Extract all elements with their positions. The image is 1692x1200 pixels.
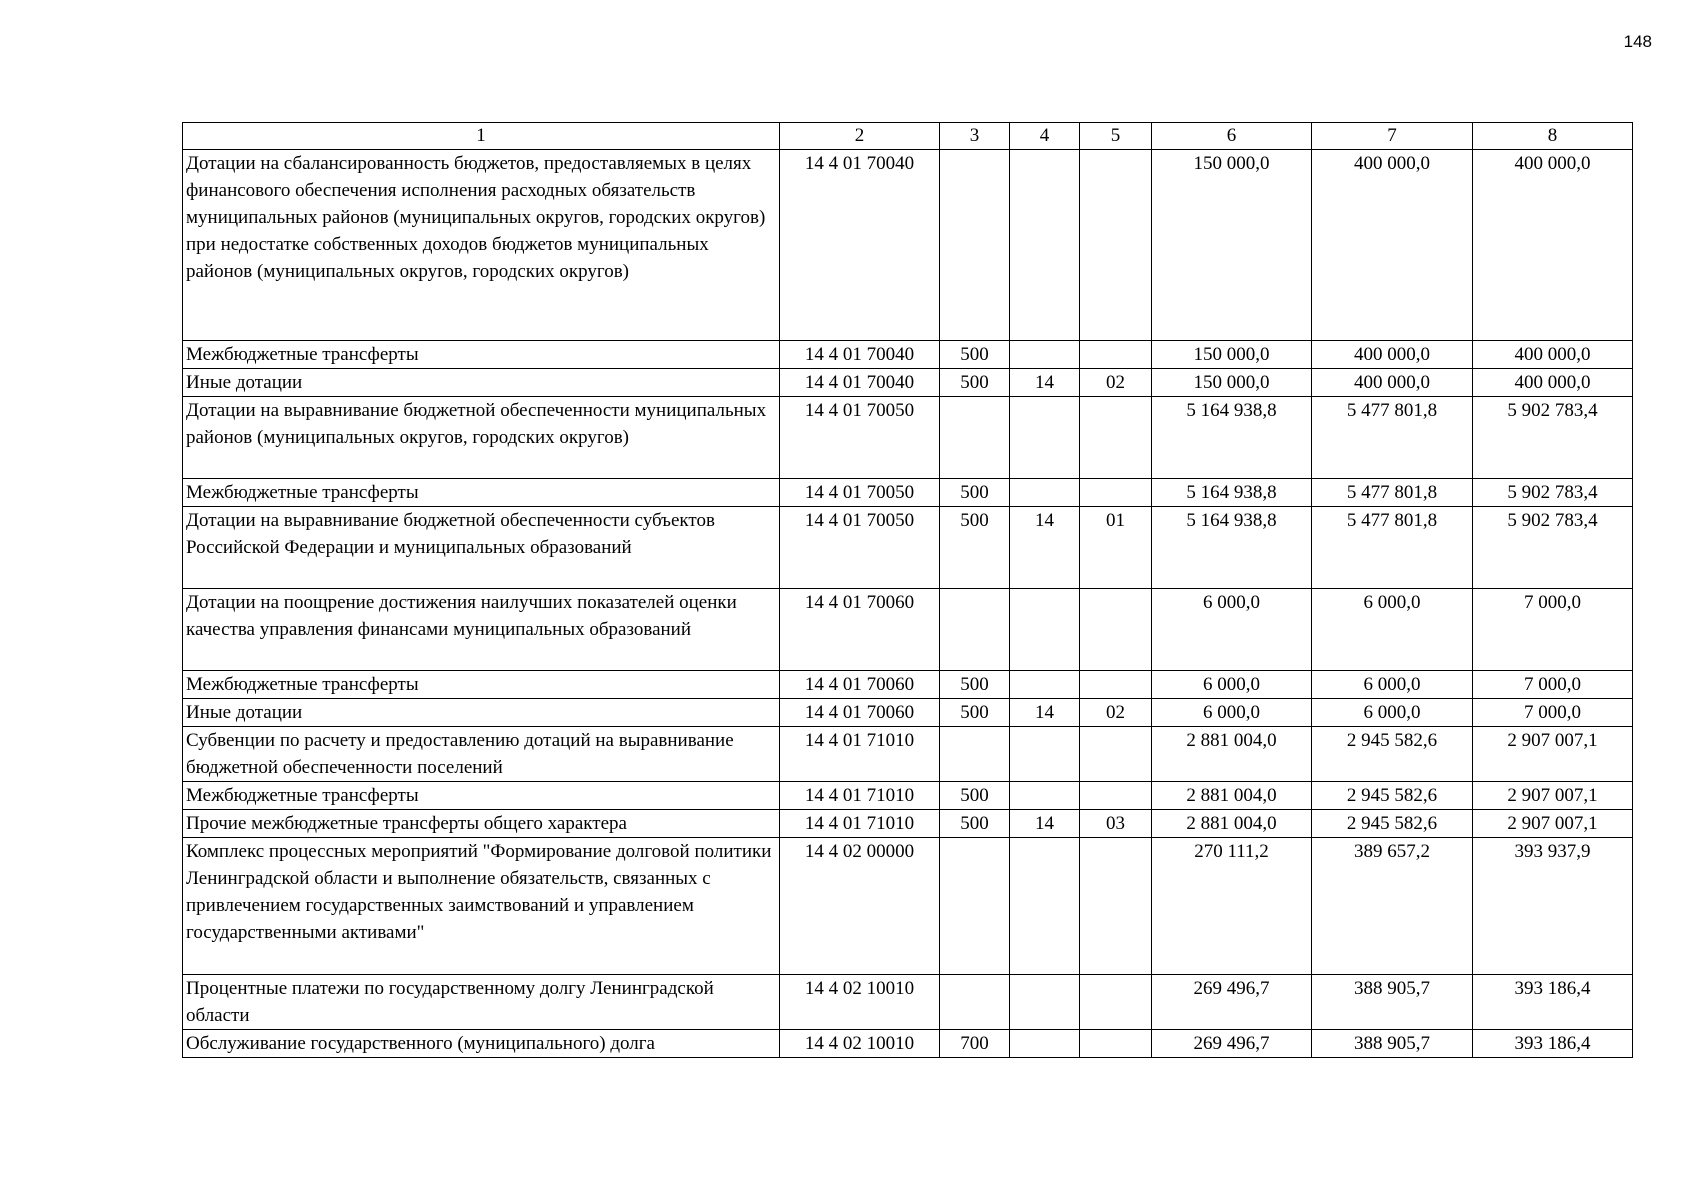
row-col6-cell: 269 496,7 <box>1152 1030 1312 1058</box>
table-row <box>183 975 1633 1030</box>
row-col4-cell: 14 <box>1010 810 1080 838</box>
row-col3-cell: 500 <box>940 369 1010 397</box>
row-col5-cell <box>1080 727 1152 782</box>
row-col8-cell: 7 000,0 <box>1473 671 1633 699</box>
row-col4-cell <box>1010 150 1080 341</box>
row-name-cell: Прочие межбюджетные трансферты общего характера <box>183 810 780 838</box>
table-row <box>183 150 1633 341</box>
row-col8-cell: 5 902 783,4 <box>1473 507 1633 589</box>
row-name-cell: Межбюджетные трансферты <box>183 782 780 810</box>
row-col7-cell: 6 000,0 <box>1312 589 1473 671</box>
row-col5-cell: 01 <box>1080 507 1152 589</box>
row-col8-cell: 2 907 007,1 <box>1473 810 1633 838</box>
table-row <box>183 671 1633 699</box>
row-col6-cell: 6 000,0 <box>1152 589 1312 671</box>
table-row <box>183 810 1633 838</box>
row-col3-cell: 700 <box>940 1030 1010 1058</box>
row-col8-cell: 393 186,4 <box>1473 975 1633 1030</box>
row-col3-cell <box>940 397 1010 479</box>
row-col7-cell: 388 905,7 <box>1312 1030 1473 1058</box>
row-col5-cell <box>1080 589 1152 671</box>
page-number: 148 <box>1623 32 1652 51</box>
row-col8-cell: 7 000,0 <box>1473 589 1633 671</box>
row-col7-cell: 389 657,2 <box>1312 838 1473 975</box>
row-col3-cell: 500 <box>940 782 1010 810</box>
row-col6-cell: 5 164 938,8 <box>1152 507 1312 589</box>
row-code-cell: 14 4 01 71010 <box>780 782 940 810</box>
row-col6-cell: 150 000,0 <box>1152 369 1312 397</box>
row-col7-cell: 5 477 801,8 <box>1312 507 1473 589</box>
row-col3-cell: 500 <box>940 671 1010 699</box>
table-row <box>183 369 1633 397</box>
row-code-cell: 14 4 01 70060 <box>780 699 940 727</box>
row-col8-cell: 5 902 783,4 <box>1473 479 1633 507</box>
row-col6-cell: 2 881 004,0 <box>1152 782 1312 810</box>
row-code-cell: 14 4 01 70050 <box>780 507 940 589</box>
row-col3-cell: 500 <box>940 479 1010 507</box>
row-col5-cell <box>1080 671 1152 699</box>
row-col6-cell: 6 000,0 <box>1152 699 1312 727</box>
row-col8-cell: 400 000,0 <box>1473 341 1633 369</box>
row-col8-cell: 5 902 783,4 <box>1473 397 1633 479</box>
row-col6-cell: 5 164 938,8 <box>1152 479 1312 507</box>
row-col4-cell <box>1010 479 1080 507</box>
row-code-cell: 14 4 01 70040 <box>780 341 940 369</box>
row-code-cell: 14 4 01 70040 <box>780 150 940 341</box>
row-col7-cell: 400 000,0 <box>1312 341 1473 369</box>
table-row <box>183 838 1633 975</box>
row-code-cell: 14 4 01 70060 <box>780 671 940 699</box>
row-col4-cell <box>1010 589 1080 671</box>
row-col4-cell <box>1010 975 1080 1030</box>
row-col3-cell <box>940 838 1010 975</box>
row-code-cell: 14 4 02 10010 <box>780 1030 940 1058</box>
row-col8-cell: 393 937,9 <box>1473 838 1633 975</box>
row-name-cell: Обслуживание государственного (муниципального) долга <box>183 1030 780 1058</box>
table-row <box>183 589 1633 671</box>
row-col4-cell <box>1010 838 1080 975</box>
row-col7-cell: 5 477 801,8 <box>1312 479 1473 507</box>
table-row <box>183 1030 1633 1058</box>
row-code-cell: 14 4 01 71010 <box>780 810 940 838</box>
row-code-cell: 14 4 01 71010 <box>780 727 940 782</box>
row-col7-cell: 6 000,0 <box>1312 671 1473 699</box>
row-code-cell: 14 4 01 70060 <box>780 589 940 671</box>
header-cell: 1 <box>183 123 780 150</box>
row-code-cell: 14 4 01 70050 <box>780 397 940 479</box>
row-col5-cell: 02 <box>1080 699 1152 727</box>
row-col7-cell: 2 945 582,6 <box>1312 782 1473 810</box>
row-col6-cell: 5 164 938,8 <box>1152 397 1312 479</box>
row-name-cell: Дотации на поощрение достижения наилучших показателей оценки качества управления финансами муниципальных образований <box>183 589 780 671</box>
row-col6-cell: 2 881 004,0 <box>1152 810 1312 838</box>
header-cell: 3 <box>940 123 1010 150</box>
row-col7-cell: 2 945 582,6 <box>1312 727 1473 782</box>
row-col4-cell: 14 <box>1010 507 1080 589</box>
table-row <box>183 782 1633 810</box>
row-col5-cell: 03 <box>1080 810 1152 838</box>
row-col7-cell: 6 000,0 <box>1312 699 1473 727</box>
row-col5-cell <box>1080 975 1152 1030</box>
row-col3-cell: 500 <box>940 810 1010 838</box>
header-cell: 8 <box>1473 123 1633 150</box>
row-code-cell: 14 4 02 10010 <box>780 975 940 1030</box>
row-col3-cell <box>940 975 1010 1030</box>
row-code-cell: 14 4 01 70040 <box>780 369 940 397</box>
row-name-cell: Межбюджетные трансферты <box>183 671 780 699</box>
row-code-cell: 14 4 01 70050 <box>780 479 940 507</box>
row-col7-cell: 400 000,0 <box>1312 369 1473 397</box>
row-col4-cell: 14 <box>1010 369 1080 397</box>
row-col4-cell <box>1010 1030 1080 1058</box>
row-col5-cell: 02 <box>1080 369 1152 397</box>
row-col4-cell: 14 <box>1010 699 1080 727</box>
row-col4-cell <box>1010 782 1080 810</box>
header-cell: 7 <box>1312 123 1473 150</box>
row-col8-cell: 393 186,4 <box>1473 1030 1633 1058</box>
row-col4-cell <box>1010 341 1080 369</box>
row-col6-cell: 269 496,7 <box>1152 975 1312 1030</box>
row-col4-cell <box>1010 397 1080 479</box>
row-col4-cell <box>1010 671 1080 699</box>
header-cell: 5 <box>1080 123 1152 150</box>
row-col7-cell: 400 000,0 <box>1312 150 1473 341</box>
row-col3-cell: 500 <box>940 341 1010 369</box>
row-col7-cell: 5 477 801,8 <box>1312 397 1473 479</box>
row-col3-cell: 500 <box>940 699 1010 727</box>
row-col5-cell <box>1080 341 1152 369</box>
row-col8-cell: 400 000,0 <box>1473 369 1633 397</box>
table-row <box>183 341 1633 369</box>
row-col5-cell <box>1080 479 1152 507</box>
row-col5-cell <box>1080 150 1152 341</box>
budget-table <box>182 122 1633 1058</box>
header-cell: 6 <box>1152 123 1312 150</box>
table-row <box>183 507 1633 589</box>
row-name-cell: Дотации на выравнивание бюджетной обеспеченности субъектов Российской Федерации и муниципальных образований <box>183 507 780 589</box>
row-name-cell: Межбюджетные трансферты <box>183 479 780 507</box>
row-col7-cell: 388 905,7 <box>1312 975 1473 1030</box>
table-row <box>183 479 1633 507</box>
header-row <box>183 123 1633 150</box>
row-col8-cell: 2 907 007,1 <box>1473 782 1633 810</box>
row-col8-cell: 400 000,0 <box>1473 150 1633 341</box>
row-name-cell: Дотации на выравнивание бюджетной обеспеченности муниципальных районов (муниципальных округов, городских округов) <box>183 397 780 479</box>
table-row <box>183 727 1633 782</box>
row-col4-cell <box>1010 727 1080 782</box>
row-col6-cell: 2 881 004,0 <box>1152 727 1312 782</box>
row-col5-cell <box>1080 397 1152 479</box>
row-col6-cell: 150 000,0 <box>1152 341 1312 369</box>
table-row <box>183 397 1633 479</box>
header-cell: 4 <box>1010 123 1080 150</box>
table-row <box>183 699 1633 727</box>
row-col7-cell: 2 945 582,6 <box>1312 810 1473 838</box>
row-code-cell: 14 4 02 00000 <box>780 838 940 975</box>
row-col6-cell: 6 000,0 <box>1152 671 1312 699</box>
row-col8-cell: 2 907 007,1 <box>1473 727 1633 782</box>
row-name-cell: Иные дотации <box>183 699 780 727</box>
row-col6-cell: 150 000,0 <box>1152 150 1312 341</box>
header-cell: 2 <box>780 123 940 150</box>
row-col3-cell: 500 <box>940 507 1010 589</box>
row-name-cell: Дотации на сбалансированность бюджетов, предоставляемых в целях финансового обеспечения исполнения расходных обязательств муниципальных районов (муниципальных округов, городских округов) при недостатке собственных доходов бюджетов муниципальных районов (муниципальных округов, городских округов) <box>183 150 780 341</box>
row-col8-cell: 7 000,0 <box>1473 699 1633 727</box>
row-col3-cell <box>940 589 1010 671</box>
row-col3-cell <box>940 727 1010 782</box>
row-name-cell: Комплекс процессных мероприятий "Формирование долговой политики Ленинградской области и выполнение обязательств, связанных с привлечением государственных заимствований и управлением государственными активами" <box>183 838 780 975</box>
row-col6-cell: 270 111,2 <box>1152 838 1312 975</box>
row-name-cell: Межбюджетные трансферты <box>183 341 780 369</box>
row-name-cell: Иные дотации <box>183 369 780 397</box>
row-col3-cell <box>940 150 1010 341</box>
row-name-cell: Субвенции по расчету и предоставлению дотаций на выравнивание бюджетной обеспеченности поселений <box>183 727 780 782</box>
row-col5-cell <box>1080 1030 1152 1058</box>
row-name-cell: Процентные платежи по государственному долгу Ленинградской области <box>183 975 780 1030</box>
row-col5-cell <box>1080 838 1152 975</box>
row-col5-cell <box>1080 782 1152 810</box>
